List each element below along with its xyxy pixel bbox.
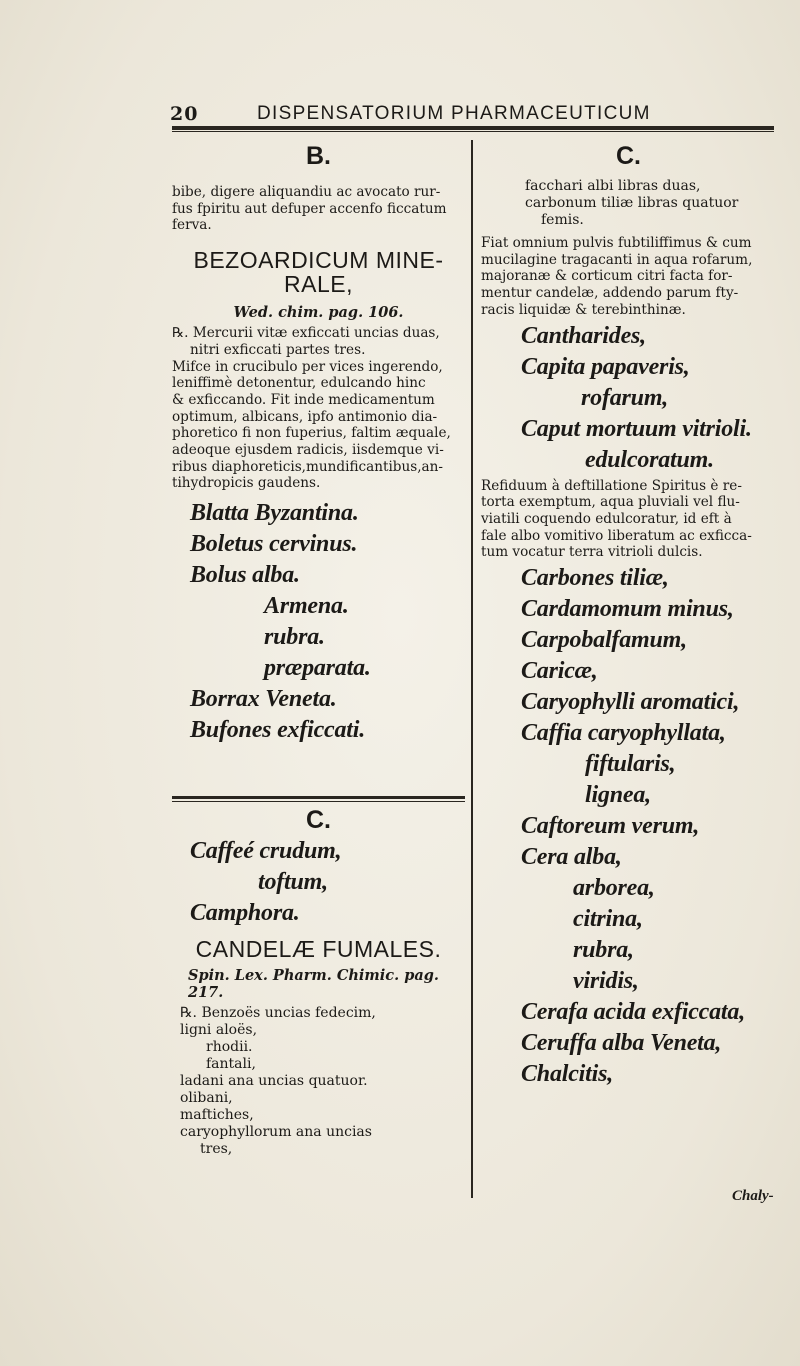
entry-bufones: Bufones exficcati.	[190, 717, 366, 744]
ingredient-line: caryophyllorum ana uncias	[180, 1124, 372, 1140]
section-letter-c: C.	[306, 806, 331, 834]
entry-ceruffa: Ceruffa alba Veneta,	[521, 1030, 722, 1057]
entry-caffee: Caffeé crudum,	[190, 838, 342, 864]
entry-rubra-cera: rubra,	[573, 937, 634, 964]
ingredient-line: femis.	[541, 212, 584, 228]
heading-line: RALE,	[284, 271, 353, 298]
ingredient-line: tres,	[200, 1141, 233, 1157]
intro-paragraph	[172, 184, 465, 234]
catchword: Chaly-	[732, 1188, 774, 1204]
entry-carpobalfamum: Carpobalfamum,	[521, 627, 687, 654]
entry-rubra: rubra.	[264, 624, 325, 651]
entry-arborea: arborea,	[573, 875, 655, 902]
entry-cerafa: Cerafa acida exficcata,	[521, 999, 745, 1026]
ingredient-line: carbonum tiliæ libras quatuor	[525, 195, 739, 211]
section-letter-c-right: C.	[616, 142, 641, 170]
right-column	[481, 138, 776, 1090]
entry-rofarum: rofarum,	[581, 384, 669, 411]
candelae-continued	[481, 178, 776, 229]
bezoardicum-reference: Wed. chim. pag. 106.	[233, 304, 404, 322]
ingredient-line: ℞. Benzoës uncias fedecim,	[180, 1005, 376, 1021]
bezoardicum-recipe	[172, 325, 465, 492]
text-line: tum vocatur terra vitrioli dulcis.	[481, 544, 703, 561]
text-line: optimum, albicans, ipfo antimonio dia-	[172, 408, 438, 425]
entry-caryophylli: Caryophylli aromatici,	[521, 689, 740, 716]
candelae-reference: Spin. Lex. Pharm. Chimic. pag. 217.	[188, 967, 439, 1001]
page-number: 20	[170, 103, 199, 125]
ingredient-line: ligni aloës,	[180, 1022, 258, 1038]
text-line: ferva.	[172, 217, 212, 234]
text-line: phoretico fi non fuperius, faltim æquale,	[172, 425, 451, 442]
text-line: majoranæ & corticum citri facta for-	[481, 268, 733, 285]
text-line: & exficcando. Fit inde medicamentum	[172, 391, 435, 408]
entry-carbones: Carbones tiliæ,	[521, 565, 669, 592]
text-line: nitri exficcati partes tres.	[190, 341, 366, 358]
entry-chalcitis: Chalcitis,	[521, 1061, 614, 1088]
entry-citrina: citrina,	[573, 906, 643, 933]
text-line: fus fpiritu aut defuper accenfo ficcatum	[172, 200, 447, 217]
text-line: ribus diaphoreticis,mundificantibus,an-	[172, 458, 444, 475]
section-rule	[172, 796, 465, 799]
text-line: tihydropicis gaudens.	[172, 475, 321, 492]
ingredient-line: ladani ana uncias quatuor.	[180, 1073, 368, 1089]
column-divider	[471, 140, 473, 1198]
entry-camphora: Camphora.	[190, 900, 300, 926]
entry-cardamomum: Cardamomum minus,	[521, 596, 734, 623]
entry-caftoreum: Caftoreum verum,	[521, 813, 700, 840]
candelae-heading: CANDELÆ FUMALES.	[195, 936, 442, 962]
text-line: racis liquidæ & terebinthinæ.	[481, 301, 686, 318]
running-title: DISPENSATORIUM PHARMACEUTICUM	[257, 103, 651, 124]
text-line: Mifce in crucibulo per vices ingerendo,	[172, 358, 443, 375]
entry-lignea: lignea,	[585, 782, 651, 809]
entry-caput-mortuum: Caput mortuum vitrioli.	[521, 415, 752, 442]
entries-c-list-a	[481, 321, 776, 476]
text-line: viatili coquendo edulcoratur, id eft à	[481, 510, 732, 527]
ingredient-line: maftiches,	[180, 1107, 254, 1123]
entries-c-list-b	[481, 563, 776, 1090]
entry-cera-alba: Cera alba,	[521, 844, 622, 871]
entry-edulcoratum: edulcoratum.	[585, 446, 714, 473]
section-letter-b: B.	[306, 142, 331, 170]
text-line: mentur candelæ, addendo parum fty-	[481, 285, 739, 302]
entry-caricae: Caricæ,	[521, 658, 598, 685]
text-line: leniffimè detonentur, edulcando hinc	[172, 375, 426, 392]
text-line: Refiduum à deftillatione Spiritus è re-	[481, 477, 742, 494]
ingredient-line: fantali,	[206, 1056, 256, 1072]
entry-viridis: viridis,	[573, 968, 639, 995]
text-line: ℞. Mercurii vitæ exficcati uncias duas,	[172, 325, 440, 342]
entry-boletus: Boletus cervinus.	[190, 531, 358, 558]
left-column-c	[172, 806, 465, 1158]
header-rule-thin	[172, 131, 774, 132]
entry-fiftularis: fiftularis,	[585, 751, 676, 778]
text-line: adeoque ejusdem radicis, iisdemque vi-	[172, 442, 444, 459]
section-rule-thin	[172, 801, 465, 802]
entry-toftum: toftum,	[258, 869, 328, 895]
bezoardicum-heading	[172, 248, 465, 296]
text-line: Fiat omnium pulvis fubtiliffimus & cum	[481, 235, 752, 251]
entry-caffia: Caffia caryophyllata,	[521, 720, 726, 747]
fiat-paragraph	[481, 235, 776, 319]
ingredient-line: rhodii.	[206, 1039, 253, 1055]
entry-cantharides: Cantharides,	[521, 322, 646, 349]
entry-armena: Armena.	[264, 593, 349, 620]
left-column	[172, 138, 465, 746]
ingredient-line: olibani,	[180, 1090, 233, 1106]
entry-praeparata: præparata.	[264, 655, 371, 682]
text-line: fale albo vomitivo liberatum ac exficca-	[481, 527, 752, 544]
entry-borrax: Borrax Veneta.	[190, 686, 337, 713]
entries-b-list	[172, 498, 465, 746]
heading-line: BEZOARDICUM MINE-	[193, 247, 444, 274]
text-line: mucilagine tragacanti in aqua rofarum,	[481, 251, 753, 268]
header-rule	[172, 126, 774, 130]
candelae-ingredients	[172, 1005, 465, 1158]
text-line: torta exemptum, aqua pluviali vel flu-	[481, 494, 740, 511]
text-line: bibe, digere aliquandiu ac avocato rur-	[172, 184, 441, 200]
residuum-paragraph	[481, 478, 776, 562]
ingredient-line: facchari albi libras duas,	[525, 178, 701, 194]
entry-capita-papaveris: Capita papaveris,	[521, 353, 690, 380]
entry-blatta: Blatta Byzantina.	[190, 500, 359, 527]
entry-bolus: Bolus alba.	[190, 562, 300, 589]
